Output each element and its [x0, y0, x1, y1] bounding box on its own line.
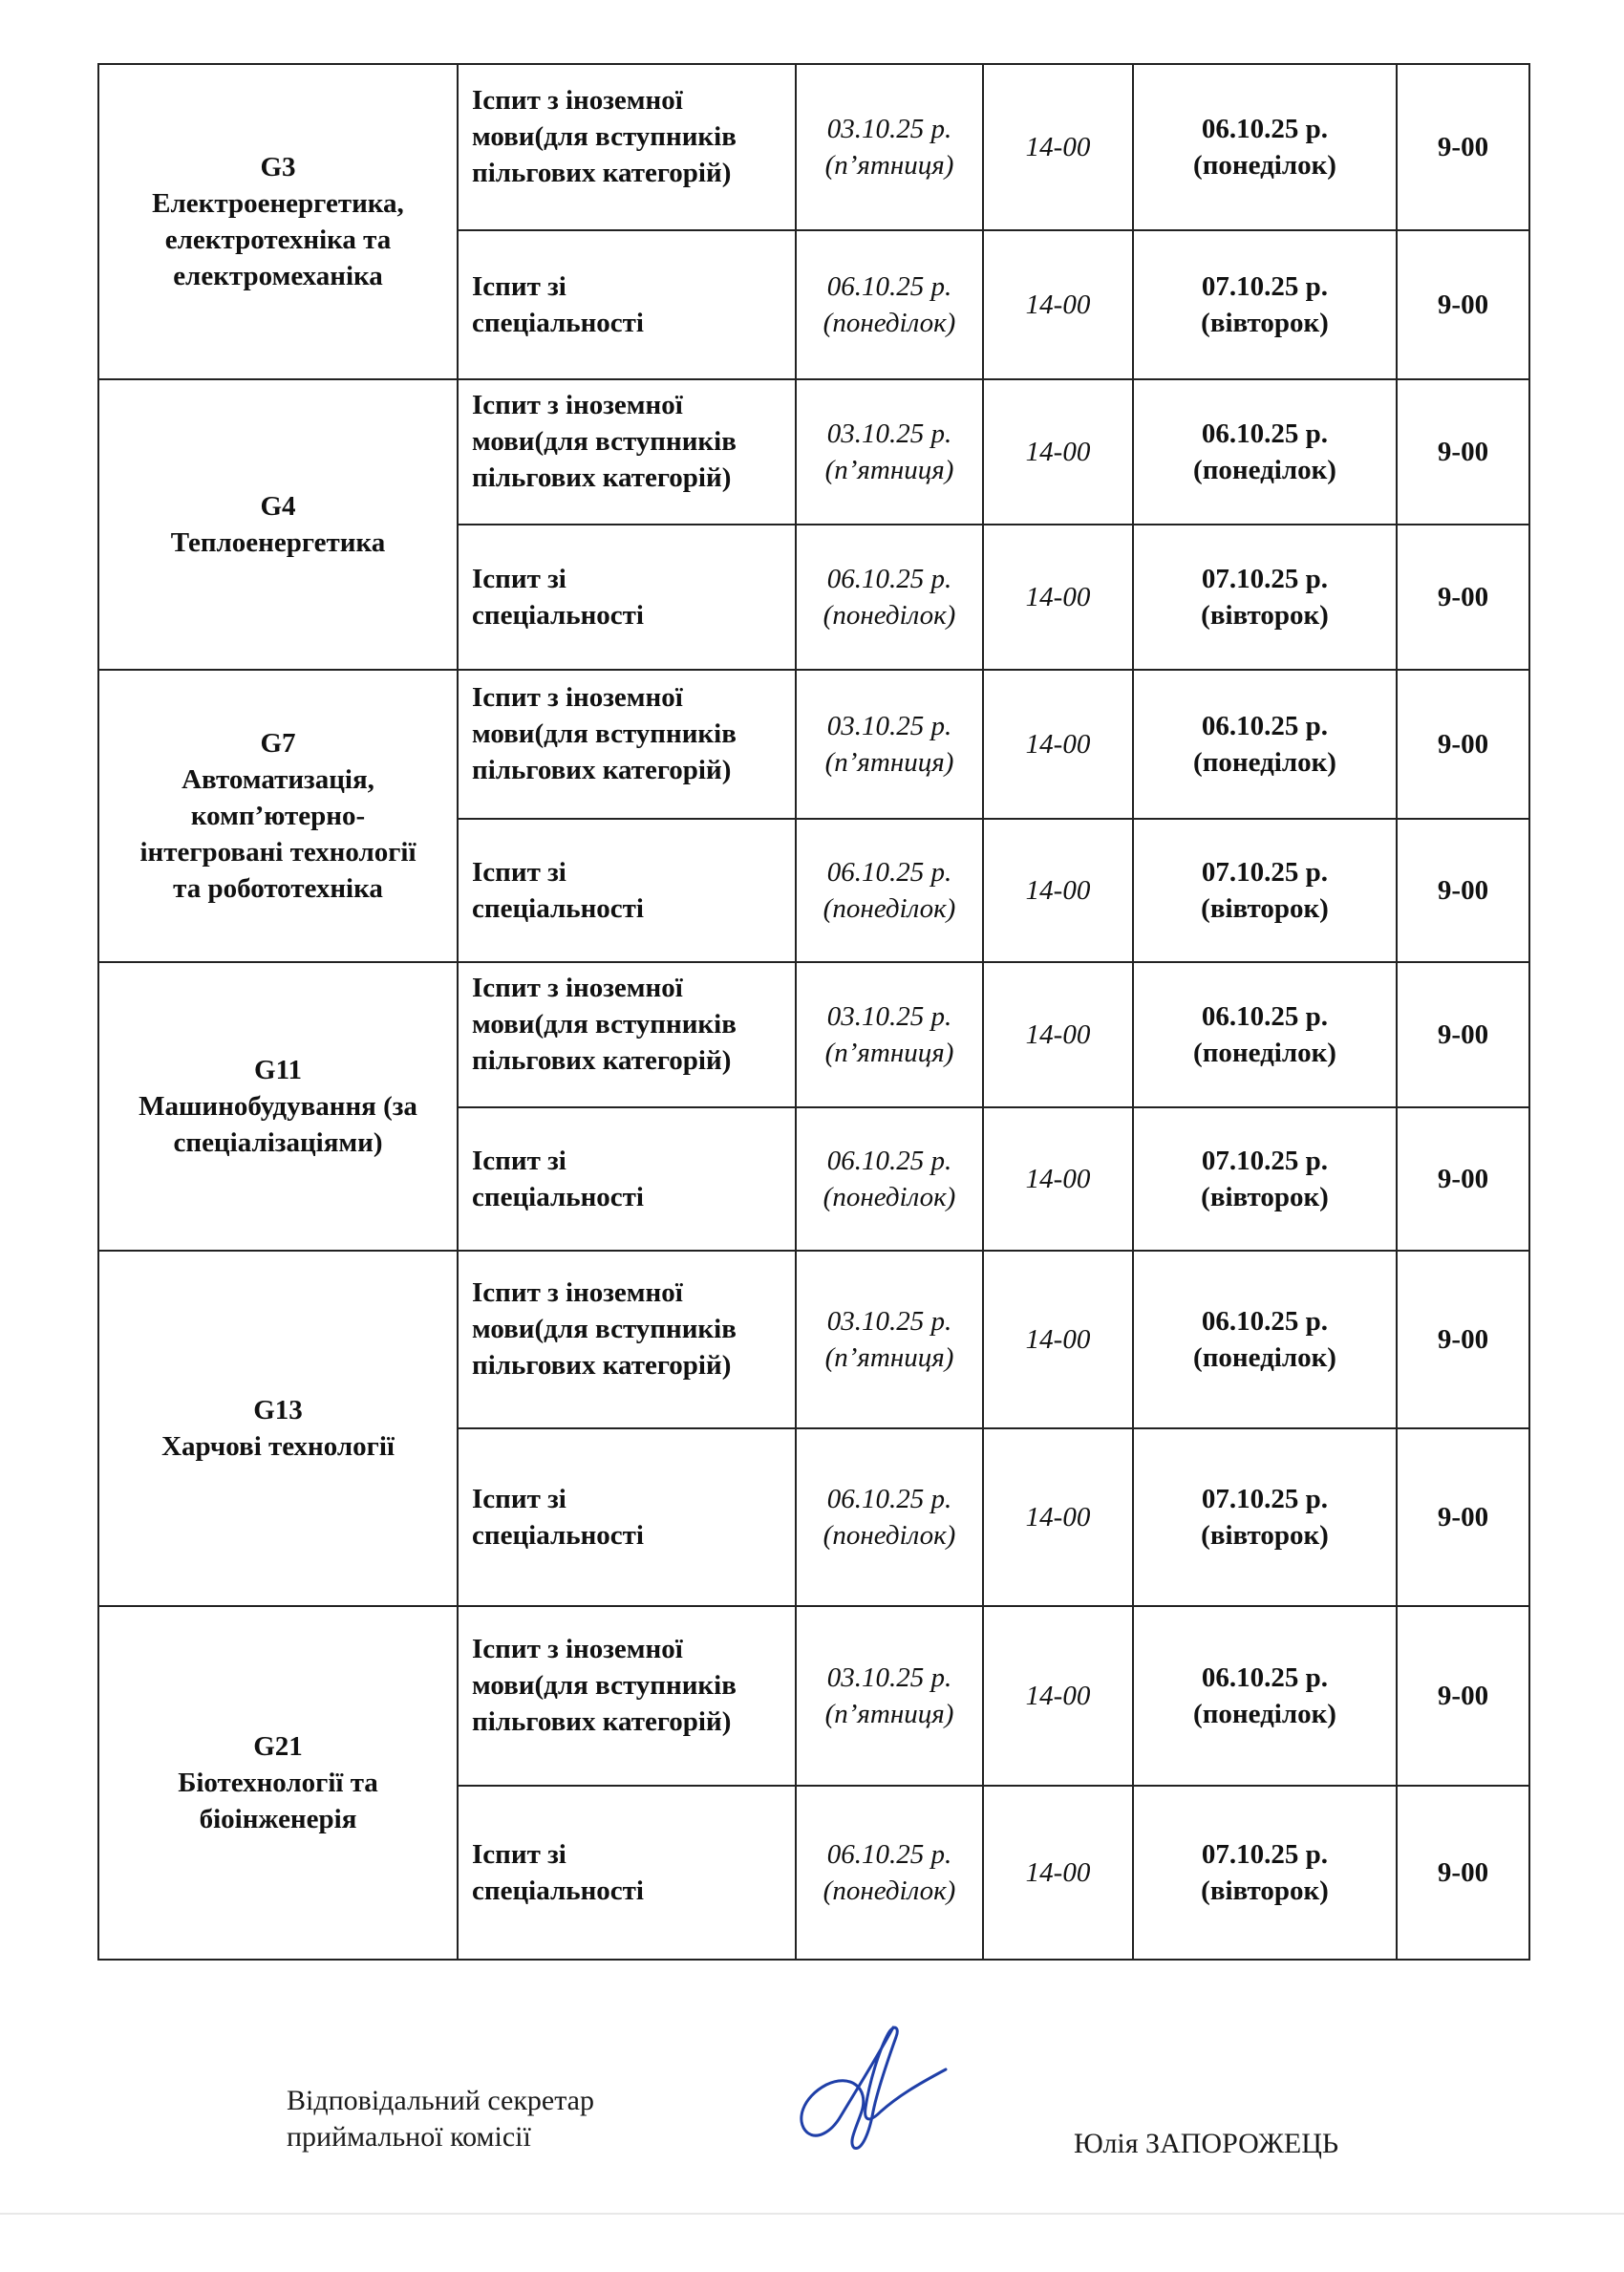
exam-name-line: Іспит зі: [472, 1146, 566, 1176]
exam-time-cell: [983, 1107, 1133, 1251]
exam-name-line: спеціальності: [472, 893, 644, 924]
exam-time-cell: [983, 64, 1133, 230]
consultation-date-cell: [1133, 1606, 1397, 1786]
exam-name-line: Іспит з іноземної: [472, 1277, 683, 1308]
exam-date-cell-text: (п’ятниця): [824, 150, 954, 181]
exam-name-line: мови(для вступників: [472, 718, 737, 749]
exam-date-cell-text: 06.10.25 р.: [826, 1146, 952, 1176]
exam-date-cell: [796, 819, 983, 962]
exam-date-cell-text: (понеділок): [823, 893, 956, 924]
exam-name-cell: [458, 230, 796, 379]
consultation-date-cell: [1133, 525, 1397, 670]
exam-date-cell-text: 03.10.25 р.: [826, 1662, 952, 1693]
exam-name-line: Іспит зі: [472, 1484, 566, 1514]
signatory-name: Юлія ЗАПОРОЖЕЦЬ: [1074, 2128, 1339, 2159]
exam-date-cell-text: (п’ятниця): [824, 1699, 954, 1729]
exam-time-cell: [983, 1428, 1133, 1606]
specialty-line: G3: [260, 152, 296, 182]
specialty-cell: [98, 379, 458, 670]
signatory-role-line-1: Відповідальний секретар: [287, 2085, 595, 2116]
consultation-time-cell: [1397, 1428, 1529, 1606]
consultation-date-cell: [1133, 670, 1397, 819]
exam-name-line: спеціальності: [472, 1875, 644, 1906]
exam-name-line: спеціальності: [472, 308, 644, 338]
consultation-date-cell-text: 07.10.25 р.: [1201, 857, 1329, 888]
consultation-date-cell: [1133, 230, 1397, 379]
exam-time-cell-text: 14-00: [1025, 437, 1091, 467]
consultation-date-cell-text: 07.10.25 р.: [1201, 1146, 1329, 1176]
consultation-date-cell-text: (понеділок): [1193, 150, 1336, 181]
exam-date-cell-text: (понеділок): [823, 1875, 956, 1906]
consultation-date-cell-text: (понеділок): [1193, 455, 1336, 485]
consultation-date-cell-text: 06.10.25 р.: [1201, 418, 1329, 449]
exam-date-cell: [796, 64, 983, 230]
table-row: [98, 1606, 1529, 1786]
exam-date-cell: [796, 379, 983, 525]
exam-date-cell: [796, 230, 983, 379]
exam-name-line: Іспит з іноземної: [472, 1634, 683, 1664]
consultation-time-cell: [1397, 1786, 1529, 1960]
specialty-cell: [98, 1251, 458, 1606]
specialty-line: G21: [253, 1731, 303, 1762]
exam-name-line: Іспит з іноземної: [472, 85, 683, 116]
consultation-date-cell-text: 07.10.25 р.: [1201, 1484, 1329, 1514]
consultation-date-cell: [1133, 1786, 1397, 1960]
exam-name-cell: [458, 670, 796, 819]
consultation-date-cell-text: 07.10.25 р.: [1201, 564, 1329, 594]
exam-date-cell-text: (п’ятниця): [824, 1342, 954, 1373]
exam-time-cell-text: 14-00: [1025, 729, 1091, 760]
consultation-date-cell: [1133, 819, 1397, 962]
specialty-line: комп’ютерно-: [190, 801, 366, 831]
exam-time-cell: [983, 1251, 1133, 1428]
exam-name-line: спеціальності: [472, 1182, 644, 1212]
exam-name-line: спеціальності: [472, 1520, 644, 1551]
exam-name-line: пільгових категорій): [472, 1706, 732, 1737]
exam-date-cell: [796, 1251, 983, 1428]
exam-date-cell-text: 03.10.25 р.: [826, 711, 952, 741]
exam-name-cell: [458, 64, 796, 230]
specialty-line: Харчові технології: [161, 1431, 395, 1462]
consultation-time-cell: [1397, 1251, 1529, 1428]
exam-time-cell: [983, 525, 1133, 670]
specialty-line: електротехніка та: [164, 225, 392, 255]
exam-date-cell-text: (п’ятниця): [824, 747, 954, 778]
exam-name-line: пільгових категорій): [472, 1350, 732, 1381]
exam-time-cell: [983, 962, 1133, 1107]
consultation-date-cell: [1133, 1107, 1397, 1251]
consultation-time-cell-text: 9-00: [1437, 875, 1489, 906]
exam-name-line: Іспит з іноземної: [472, 390, 683, 420]
exam-name-line: Іспит з іноземної: [472, 682, 683, 713]
exam-name-cell: [458, 819, 796, 962]
exam-date-cell-text: 06.10.25 р.: [826, 271, 952, 302]
consultation-time-cell-text: 9-00: [1437, 437, 1489, 467]
exam-name-line: мови(для вступників: [472, 121, 737, 152]
consultation-date-cell-text: (вівторок): [1201, 308, 1329, 338]
consultation-time-cell-text: 9-00: [1437, 1324, 1489, 1355]
consultation-date-cell-text: 06.10.25 р.: [1201, 711, 1329, 741]
table-row: [98, 379, 1529, 525]
consultation-time-cell-text: 9-00: [1437, 132, 1489, 162]
specialty-line: біоінженерія: [199, 1804, 357, 1834]
consultation-date-cell-text: (вівторок): [1201, 1520, 1329, 1551]
specialty-line: Біотехнології та: [178, 1768, 378, 1798]
exam-time-cell: [983, 379, 1133, 525]
specialty-line: електромеханіка: [173, 261, 383, 291]
consultation-time-cell: [1397, 379, 1529, 525]
exam-date-cell-text: (понеділок): [823, 308, 956, 338]
exam-name-cell: [458, 525, 796, 670]
exam-time-cell-text: 14-00: [1025, 132, 1091, 162]
exam-name-cell: [458, 962, 796, 1107]
exam-date-cell: [796, 1428, 983, 1606]
exam-name-cell: [458, 1428, 796, 1606]
consultation-date-cell-text: 06.10.25 р.: [1201, 1662, 1329, 1693]
specialty-line: інтегровані технології: [139, 837, 417, 868]
specialty-line: G13: [253, 1395, 303, 1425]
consultation-date-cell: [1133, 1251, 1397, 1428]
table-row: [98, 670, 1529, 819]
exam-time-cell-text: 14-00: [1025, 1019, 1091, 1050]
exam-name-cell: [458, 379, 796, 525]
consultation-date-cell-text: 07.10.25 р.: [1201, 271, 1329, 302]
exam-date-cell-text: (понеділок): [823, 1182, 956, 1212]
table-row: [98, 64, 1529, 230]
signature-icon: [774, 2016, 965, 2159]
exam-date-cell-text: (понеділок): [823, 1520, 956, 1551]
consultation-time-cell: [1397, 64, 1529, 230]
consultation-time-cell: [1397, 819, 1529, 962]
table-row: [98, 962, 1529, 1107]
specialty-line: Теплоенергетика: [170, 527, 386, 558]
consultation-time-cell-text: 9-00: [1437, 1164, 1489, 1194]
exam-name-line: мови(для вступників: [472, 426, 737, 457]
consultation-date-cell-text: 06.10.25 р.: [1201, 1001, 1329, 1032]
signatory-role-line-2: приймальної комісії: [287, 2121, 531, 2153]
consultation-time-cell: [1397, 1107, 1529, 1251]
exam-time-cell: [983, 1606, 1133, 1786]
exam-time-cell-text: 14-00: [1025, 875, 1091, 906]
exam-date-cell: [796, 962, 983, 1107]
exam-time-cell: [983, 819, 1133, 962]
exam-time-cell: [983, 230, 1133, 379]
exam-date-cell: [796, 525, 983, 670]
specialty-line: G11: [254, 1055, 302, 1085]
exam-date-cell-text: (п’ятниця): [824, 1038, 954, 1068]
exam-date-cell: [796, 1107, 983, 1251]
exam-date-cell-text: (понеділок): [823, 600, 956, 631]
consultation-date-cell-text: (вівторок): [1201, 893, 1329, 924]
exam-date-cell-text: 03.10.25 р.: [826, 418, 952, 449]
exam-name-cell: [458, 1251, 796, 1428]
exam-time-cell-text: 14-00: [1025, 582, 1091, 612]
exam-name-line: мови(для вступників: [472, 1314, 737, 1344]
exam-date-cell-text: 06.10.25 р.: [826, 564, 952, 594]
exam-name-line: пільгових категорій): [472, 462, 732, 493]
specialty-line: спеціалізаціями): [173, 1127, 383, 1158]
specialty-line: Машинобудування (за: [139, 1091, 417, 1122]
exam-date-cell-text: 06.10.25 р.: [826, 1484, 952, 1514]
exam-date-cell: [796, 670, 983, 819]
exam-date-cell-text: 03.10.25 р.: [826, 1306, 952, 1337]
consultation-time-cell: [1397, 230, 1529, 379]
consultation-time-cell: [1397, 525, 1529, 670]
consultation-time-cell-text: 9-00: [1437, 729, 1489, 760]
specialty-line: Електроенергетика,: [152, 188, 404, 219]
specialty-line: G4: [260, 491, 296, 522]
exam-date-cell-text: (п’ятниця): [824, 455, 954, 485]
exam-time-cell-text: 14-00: [1025, 1324, 1091, 1355]
consultation-date-cell: [1133, 962, 1397, 1107]
exam-name-line: пільгових категорій): [472, 1045, 732, 1076]
consultation-date-cell-text: (вівторок): [1201, 1875, 1329, 1906]
consultation-date-cell: [1133, 1428, 1397, 1606]
consultation-time-cell-text: 9-00: [1437, 1502, 1489, 1533]
specialty-line: G7: [260, 728, 296, 759]
consultation-date-cell-text: (вівторок): [1201, 1182, 1329, 1212]
consultation-time-cell-text: 9-00: [1437, 1681, 1489, 1711]
consultation-date-cell-text: (понеділок): [1193, 1342, 1336, 1373]
consultation-time-cell-text: 9-00: [1437, 1019, 1489, 1050]
exam-date-cell: [796, 1606, 983, 1786]
exam-date-cell-text: 03.10.25 р.: [826, 1001, 952, 1032]
specialty-cell: [98, 1606, 458, 1960]
exam-name-cell: [458, 1606, 796, 1786]
consultation-date-cell: [1133, 379, 1397, 525]
exam-name-line: мови(для вступників: [472, 1670, 737, 1701]
exam-name-line: пільгових категорій): [472, 755, 732, 785]
consultation-date-cell-text: 06.10.25 р.: [1201, 114, 1329, 144]
table-row: [98, 1251, 1529, 1428]
exam-name-cell: [458, 1107, 796, 1251]
exam-name-line: Іспит зі: [472, 564, 566, 594]
exam-name-line: мови(для вступників: [472, 1009, 737, 1040]
exam-time-cell-text: 14-00: [1025, 1164, 1091, 1194]
consultation-time-cell-text: 9-00: [1437, 582, 1489, 612]
specialty-cell: [98, 962, 458, 1251]
exam-name-line: пільгових категорій): [472, 158, 732, 188]
consultation-time-cell: [1397, 670, 1529, 819]
exam-time-cell-text: 14-00: [1025, 1681, 1091, 1711]
consultation-date-cell-text: (понеділок): [1193, 747, 1336, 778]
consultation-time-cell: [1397, 1606, 1529, 1786]
exam-date-cell-text: 06.10.25 р.: [826, 857, 952, 888]
exam-name-line: Іспит зі: [472, 271, 566, 302]
specialty-cell: [98, 64, 458, 379]
consultation-time-cell: [1397, 962, 1529, 1107]
specialty-cell: [98, 670, 458, 962]
specialty-line: Автоматизація,: [182, 764, 374, 795]
exam-name-line: Іспит зі: [472, 1839, 566, 1870]
exam-time-cell-text: 14-00: [1025, 289, 1091, 320]
exam-date-cell-text: 06.10.25 р.: [826, 1839, 952, 1870]
consultation-date-cell-text: 06.10.25 р.: [1201, 1306, 1329, 1337]
exam-time-cell-text: 14-00: [1025, 1857, 1091, 1888]
exam-schedule-table: [97, 63, 1530, 1961]
consultation-date-cell-text: (понеділок): [1193, 1699, 1336, 1729]
consultation-date-cell: [1133, 64, 1397, 230]
exam-date-cell-text: 03.10.25 р.: [826, 114, 952, 144]
exam-name-line: Іспит зі: [472, 857, 566, 888]
exam-name-line: спеціальності: [472, 600, 644, 631]
consultation-date-cell-text: 07.10.25 р.: [1201, 1839, 1329, 1870]
exam-date-cell: [796, 1786, 983, 1960]
exam-time-cell: [983, 670, 1133, 819]
exam-name-cell: [458, 1786, 796, 1960]
signatory-role: [287, 2083, 594, 2155]
specialty-line: та робототехніка: [173, 873, 383, 904]
consultation-date-cell-text: (вівторок): [1201, 600, 1329, 631]
exam-time-cell: [983, 1786, 1133, 1960]
consultation-time-cell-text: 9-00: [1437, 1857, 1489, 1888]
page-divider: [0, 2213, 1624, 2215]
exam-time-cell-text: 14-00: [1025, 1502, 1091, 1533]
consultation-date-cell-text: (понеділок): [1193, 1038, 1336, 1068]
consultation-time-cell-text: 9-00: [1437, 289, 1489, 320]
exam-name-line: Іспит з іноземної: [472, 973, 683, 1003]
